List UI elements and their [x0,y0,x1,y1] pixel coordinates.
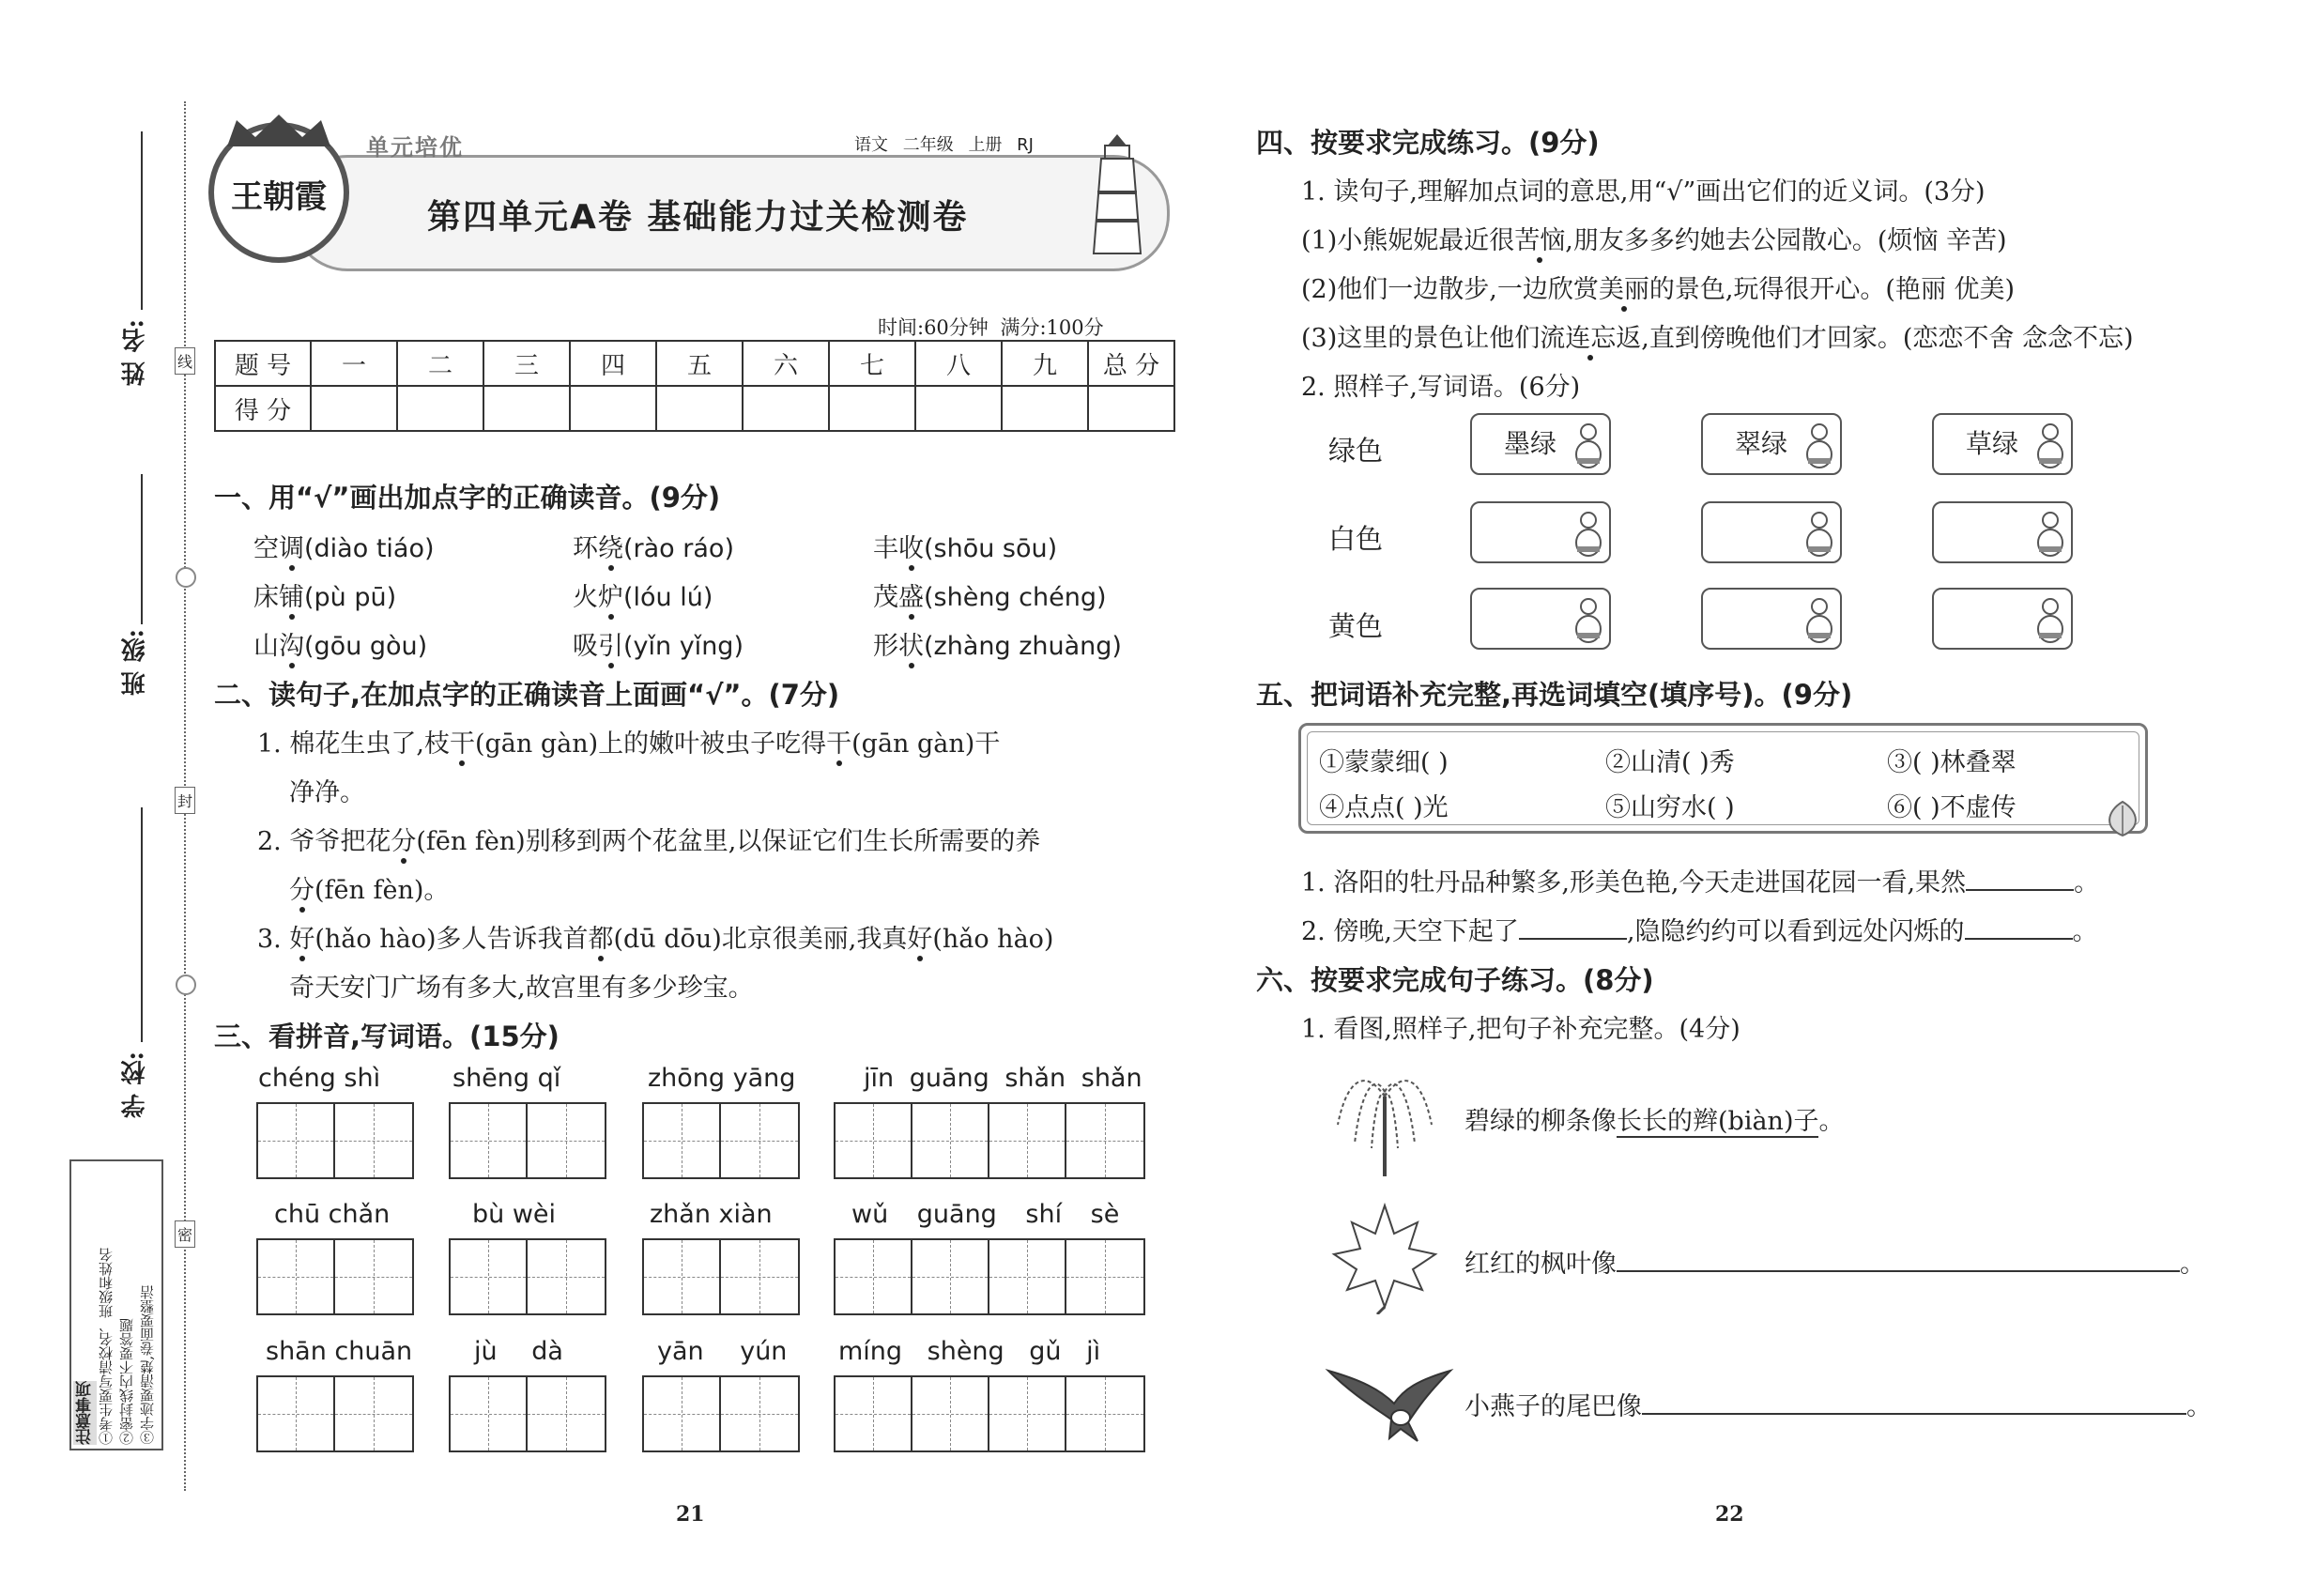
color-row-label: 黄色 [1328,610,1384,642]
word-bank-item[interactable]: ③( )林叠翠 [1887,748,2016,777]
s4-sub-2: 2. 照样子,写词语。(6分) [1301,373,1581,402]
s5-question-1 [1301,862,2099,898]
s1-item [573,576,713,613]
writing-grid[interactable] [256,1102,414,1179]
class-label: 班 级: [121,629,149,696]
book-meta: 语文 二年级 上册 RJ [854,135,1034,155]
notice-line-3: ③字迹要清楚,卷面要整洁 [139,1285,156,1445]
s1-dotted-char: 调 [279,528,304,564]
s2-dotted-char: 分 [289,869,314,906]
notice-box [69,1159,163,1450]
score-cell: 五 [656,341,743,386]
s1-options[interactable]: (lóu lú) [623,583,713,612]
crown-icon [214,113,344,150]
s6-text: 碧绿的柳条像 [1464,1107,1617,1136]
series-label: 单元培优 [366,134,464,161]
answer-blank[interactable] [1519,938,1627,940]
snowman-icon [1802,507,1836,560]
s6-text: 红红的枫叶像 [1464,1250,1617,1279]
s4-line-3 [1301,317,2133,354]
snowman-icon [1802,419,1836,471]
answer-word-box[interactable] [1932,501,2073,563]
score-cell: 七 [829,341,915,386]
willow-tree-icon [1328,1059,1441,1181]
s2-text: 2. 爷爷把花 [257,827,391,856]
snowman-icon [1572,593,1605,646]
name-label: 姓 名: [121,319,149,386]
s2-text: (gān gàn)上的嫩叶被虫子吃得 [474,729,827,759]
color-row-label: 绿色 [1328,435,1384,467]
pinyin-label: wǔ guāng shí sè [851,1200,1120,1229]
s1-dotted-char: 绕 [598,528,623,564]
s5-text: 。 [2072,917,2098,946]
s1-item [253,625,427,662]
score-input-cell[interactable] [829,386,915,431]
writing-grid[interactable] [449,1375,606,1452]
s2-text: (dū dōu)北京很美丽,我真 [613,925,908,954]
s2-line-2b [289,869,449,906]
time-info: 时间:60分钟 满分:100分 [878,316,1104,339]
s1-dotted-char: 引 [598,625,623,662]
writing-grid[interactable] [642,1102,800,1179]
example-word: 墨绿 [1504,428,1557,459]
score-cell: 九 [1002,341,1088,386]
score-input-cell[interactable] [915,386,1002,431]
s5-question-2 [1301,911,2098,947]
page-number-left: 21 [676,1502,705,1527]
writing-grid[interactable] [256,1375,414,1452]
s1-text: 丰 [873,534,898,563]
answer-word-box[interactable] [1932,588,2073,650]
s1-options[interactable]: (diào tiáo) [304,534,435,563]
score-input-cell[interactable] [743,386,829,431]
brand-logo [208,122,349,263]
s6-text: 。 [2186,1392,2212,1421]
s1-item [573,625,744,662]
section-2-title: 二、读句子,在加点字的正确读音上面画“√”。(7分) [214,679,840,711]
snowman-icon [2033,419,2067,471]
notice-title: 注意事项 [73,1381,97,1445]
pinyin-label: jù dà [474,1337,563,1366]
s4-text[interactable]: 的景色,玩得很开心。(艳丽 优美) [1648,275,2016,304]
score-cell: 八 [915,341,1002,386]
s2-dotted-char: 干 [450,723,475,760]
s1-text: 空 [253,534,279,563]
s6-text: 小燕子的尾巴像 [1464,1392,1642,1421]
s1-options[interactable]: (shèng chéng) [924,583,1107,612]
s5-text: ,隐隐约约可以看到远处闪烁的 [1626,917,1965,946]
s2-text: 1. 棉花生虫了,枝 [257,729,450,759]
writing-grid[interactable] [449,1102,606,1179]
s2-text: (fēn fèn)。 [314,876,450,905]
s4-text[interactable]: ,朋友多多约她去公园散心。(烦恼 辛苦) [1565,226,2007,255]
s4-dotted-word: 美丽 [1599,269,1649,305]
s1-item [253,576,396,613]
score-table-score-row [215,386,1174,431]
s6-example-answer: 长长的辫(biàn)子 [1617,1107,1819,1136]
example-word: 翠绿 [1735,428,1788,459]
class-line [141,474,143,624]
section-3-title: 三、看拼音,写词语。(15分) [214,1021,560,1052]
score-input-cell[interactable] [483,386,570,431]
s4-text[interactable]: ,直到傍晚他们才回家。(恋恋不舍 念念不忘) [1641,324,2134,353]
s1-text: 火 [573,583,598,612]
s1-dotted-char: 状 [898,625,924,662]
s1-dotted-char: 盛 [898,576,924,613]
s2-dotted-char: 干 [826,723,851,760]
pinyin-label: zhōng yāng [648,1064,796,1093]
s1-options[interactable]: (pù pū) [304,583,397,612]
score-cell: 二 [397,341,483,386]
writing-grid[interactable] [834,1375,1145,1452]
score-table [214,340,1175,432]
s1-text: 床 [253,583,279,612]
s2-line-1b: 净净。 [289,778,365,807]
snowman-icon [2033,507,2067,560]
word-bank-item[interactable]: ⑥( )不虚传 [1887,793,2016,822]
pinyin-label: chū chǎn [274,1200,391,1229]
s2-dotted-char: 分 [391,821,416,857]
writing-grid[interactable] [834,1238,1145,1315]
s1-item [873,576,1107,613]
score-cell: 四 [570,341,656,386]
word-bank-item[interactable]: ①蒙蒙细( ) [1319,748,1449,777]
s1-dotted-char: 收 [898,528,924,564]
s4-sub-1: 1. 读句子,理解加点词的意思,用“√”画出它们的近义词。(3分) [1301,177,1986,207]
score-input-cell[interactable] [656,386,743,431]
s6-example [1464,1100,1844,1137]
section-5-title: 五、把词语补充完整,再选词填空(填序号)。(9分) [1256,679,1853,711]
s1-text: 茂 [873,583,898,612]
word-bank-item[interactable]: ④点点( )光 [1319,793,1449,822]
score-input-cell[interactable] [397,386,483,431]
s4-text: (2)他们一边散步,一边欣赏 [1301,275,1599,304]
score-input-cell[interactable] [570,386,656,431]
s1-dotted-char: 沟 [279,625,304,662]
answer-blank[interactable] [1966,889,2074,891]
exam-title: 第四单元A卷 基础能力过关检测卷 [427,198,969,237]
notice-line-1: ①考生要写清校名、班级和姓名 [98,1248,115,1445]
answer-word-box[interactable] [1470,501,1611,563]
school-label: 学 校: [121,1051,149,1118]
score-cell: 六 [743,341,829,386]
score-input-cell[interactable] [1088,386,1174,431]
s1-options[interactable]: (yǐn yǐng) [623,632,744,661]
s6-text: 。 [1818,1107,1845,1136]
pinyin-label: míng shèng gǔ jì [838,1337,1101,1366]
score-cell: 一 [311,341,397,386]
s2-text: (fēn fèn)别移到两个花盆里,以保证它们生长所需要的养 [416,827,1041,856]
example-word: 草绿 [1966,428,2019,459]
s2-dotted-char: 都 [588,918,613,955]
s1-text: 吸 [573,632,598,661]
writing-grid[interactable] [834,1102,1145,1179]
snowman-icon [1802,593,1836,646]
s1-dotted-char: 炉 [598,576,623,613]
s5-text: 1. 洛阳的牡丹品种繁多,形美色艳,今天走进国花园一看,果然 [1301,868,1967,898]
s2-line-3b: 奇天安门广场有多大,故宫里有多少珍宝。 [289,974,754,1003]
pinyin-label: shēng qǐ [452,1064,561,1093]
section-1-title: 一、用“√”画出加点字的正确读音。(9分) [214,482,721,514]
name-line [141,131,143,310]
answer-blank[interactable] [1642,1413,2186,1415]
leaf-ornament-icon [2099,800,2146,837]
pinyin-label: bù wèi [472,1200,557,1229]
seal-mark-xian: 线 [175,347,195,375]
s5-text: 。 [2074,868,2100,898]
answer-word-box[interactable] [1701,588,1842,650]
s2-line-3 [257,918,1053,955]
s6-text: 。 [2180,1250,2205,1279]
brand-name: 王朝霞 [231,178,327,216]
side-ornament-1 [176,567,196,588]
s1-item [873,528,1057,564]
s6-sentence-3 [1464,1386,2212,1422]
s1-item [873,625,1122,662]
lighthouse-icon [1084,127,1150,258]
example-word-box [1932,413,2073,475]
section-6-title: 六、按要求完成句子练习。(8分) [1256,964,1654,996]
pinyin-label: zhǎn xiàn [650,1200,773,1229]
snowman-icon [1572,419,1605,471]
pinyin-label: yān yún [657,1337,788,1366]
s2-text: (hǎo hào) [932,925,1054,954]
seal-mark-mi: 密 [175,1220,195,1248]
s2-text: 3. [257,925,290,954]
writing-grid[interactable] [642,1375,800,1452]
score-label-cell: 得 分 [215,386,311,431]
writing-grid[interactable] [256,1238,414,1315]
score-input-cell[interactable] [311,386,397,431]
s1-text: 山 [253,632,279,661]
s6-sentence-2 [1464,1243,2205,1280]
side-ornament-2 [176,974,196,995]
s4-text: (1)小熊妮妮最近很 [1301,226,1515,255]
writing-grid[interactable] [642,1238,800,1315]
pinyin-label: chéng shì [258,1064,381,1093]
s4-text: (3)这里的景色让他们 [1301,324,1541,353]
s4-line-2 [1301,269,2015,305]
word-bank-item[interactable]: ②山清( )秀 [1605,748,1735,777]
example-word-box [1701,413,1842,475]
s6-sub-1: 1. 看图,照样子,把句子补充完整。(4分) [1301,1015,1740,1044]
answer-blank[interactable] [1617,1270,2180,1272]
s1-item [573,528,734,564]
s4-dotted-word: 流连忘返 [1540,317,1641,354]
s2-line-2 [257,821,1040,857]
s1-item [253,528,435,564]
s2-dotted-char: 好 [907,918,932,955]
s1-options[interactable]: (rào ráo) [623,534,734,563]
swallow-bird-icon [1324,1352,1455,1446]
answer-word-box[interactable] [1701,501,1842,563]
pinyin-label: jīn guāng shǎn shǎn [864,1064,1142,1093]
school-line [141,807,143,1042]
s1-text: 环 [573,534,598,563]
s1-text: 形 [873,632,898,661]
s2-text: (hǎo hào)多人告诉我首 [314,925,589,954]
s1-options[interactable]: (shōu sōu) [924,534,1058,563]
s4-dotted-word: 苦恼 [1514,220,1565,256]
s1-options[interactable]: (gōu gòu) [304,632,428,661]
s2-line-1 [257,723,1000,760]
s4-line-1 [1301,220,2006,256]
answer-blank[interactable] [1965,938,2073,940]
example-word-box [1470,413,1611,475]
snowman-icon [2033,593,2067,646]
s1-options[interactable]: (zhàng zhuàng) [924,632,1122,661]
s2-text: (gān gàn)干 [851,729,1001,759]
score-cell: 总 分 [1088,341,1174,386]
color-row-label: 白色 [1328,523,1384,555]
score-cell: 三 [483,341,570,386]
section-4-title: 四、按要求完成练习。(9分) [1256,127,1600,159]
s2-dotted-char: 好 [289,918,314,955]
word-bank-item[interactable]: ⑤山穷水( ) [1605,793,1735,822]
snowman-icon [1572,507,1605,560]
page-number-right: 22 [1715,1502,1744,1527]
answer-word-box[interactable] [1470,588,1611,650]
s5-text: 2. 傍晚,天空下起了 [1301,917,1519,946]
seal-mark-feng: 封 [175,787,195,814]
score-input-cell[interactable] [1002,386,1088,431]
s1-dotted-char: 铺 [279,576,304,613]
notice-line-2: ②密封线内不要答题 [118,1318,135,1445]
writing-grid[interactable] [449,1238,606,1315]
pinyin-label: shān chuān [266,1337,413,1366]
score-table-header-row [215,341,1174,386]
maple-leaf-icon [1328,1202,1441,1314]
score-cell: 题 号 [215,341,311,386]
